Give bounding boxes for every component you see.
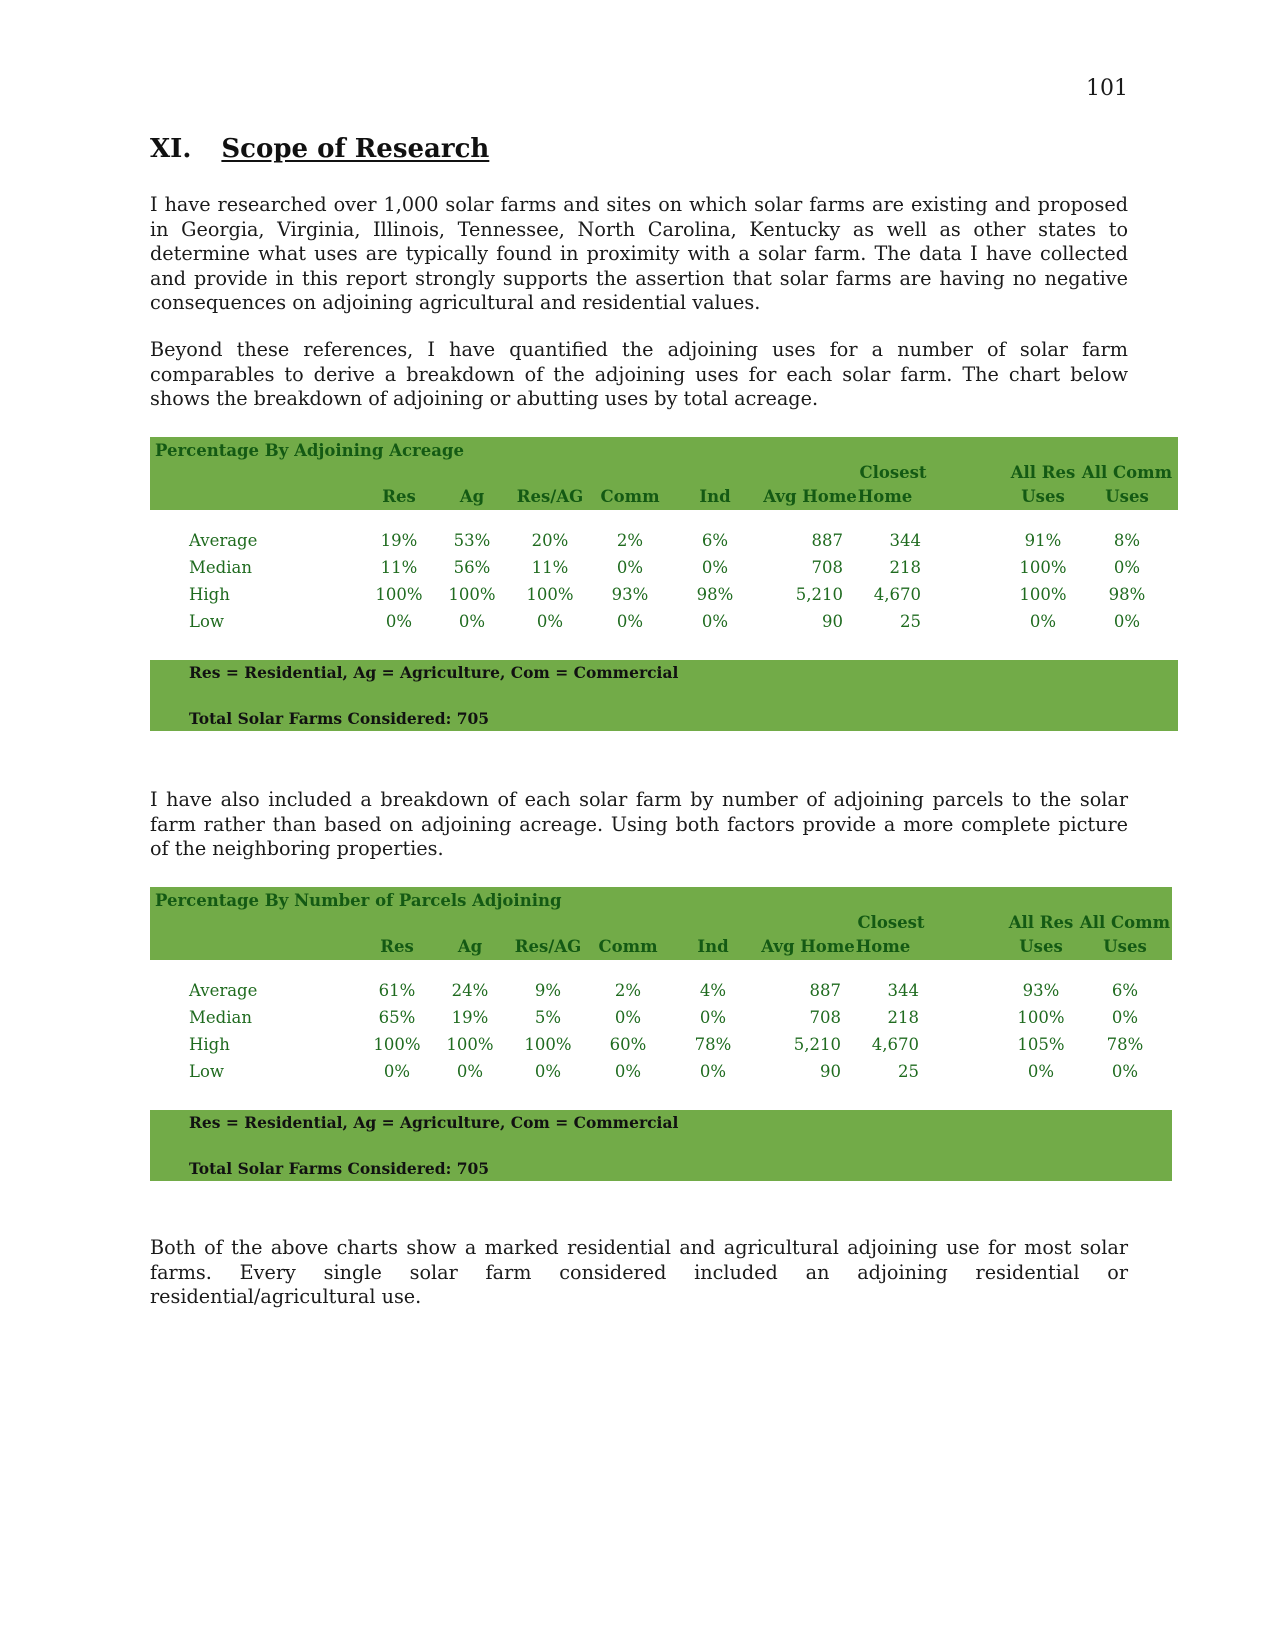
cell-allcomm: 78%: [1106, 1035, 1144, 1054]
parcels-table: [150, 887, 1172, 1181]
cell-allcomm: 0%: [1113, 558, 1141, 577]
cell-avghome: 90: [820, 1062, 841, 1081]
cell-closest: 4,670: [873, 585, 921, 604]
cell-closest: 25: [898, 1062, 919, 1081]
table-title: Percentage By Adjoining Acreage: [155, 441, 464, 460]
cell-res: 0%: [385, 612, 413, 631]
cell-closest: 4,670: [871, 1035, 919, 1054]
cell-res: 0%: [383, 1062, 411, 1081]
cell-ind: 0%: [699, 1008, 727, 1027]
cell-comm: 2%: [616, 531, 644, 550]
cell-resag: 100%: [524, 1035, 572, 1054]
cell-ind: 4%: [699, 981, 727, 1000]
table-footer: [150, 1110, 1172, 1181]
cell-allres: 93%: [1022, 981, 1060, 1000]
col-header-comm: Comm: [598, 937, 658, 956]
col-header-all-comm: All Comm: [1079, 913, 1171, 932]
cell-ind: 78%: [694, 1035, 732, 1054]
cell-res: 19%: [380, 531, 418, 550]
section-heading: [150, 134, 489, 164]
table-body: [150, 510, 1178, 660]
cell-res: 100%: [375, 585, 423, 604]
cell-comm: 0%: [616, 558, 644, 577]
cell-res: 100%: [373, 1035, 421, 1054]
table-footer: [150, 660, 1178, 731]
cell-ag: 56%: [453, 558, 491, 577]
cell-allres: 105%: [1017, 1035, 1065, 1054]
row-label-high: High: [189, 585, 230, 604]
acreage-table: [150, 437, 1178, 731]
cell-ag: 24%: [451, 981, 489, 1000]
col-header-ag: Ag: [457, 937, 483, 956]
cell-comm: 0%: [616, 612, 644, 631]
cell-ind: 0%: [701, 558, 729, 577]
cell-resag: 9%: [534, 981, 562, 1000]
cell-allres: 91%: [1024, 531, 1062, 550]
cell-allres: 100%: [1019, 585, 1067, 604]
cell-avghome: 708: [811, 558, 843, 577]
cell-avghome: 708: [809, 1008, 841, 1027]
col-header-all-res: All Res: [1008, 913, 1074, 932]
col-header-closest-home: Home: [855, 937, 911, 956]
cell-allres: 0%: [1029, 612, 1057, 631]
cell-allres: 0%: [1027, 1062, 1055, 1081]
cell-resag: 0%: [536, 612, 564, 631]
table-legend: Res = Residential, Ag = Agriculture, Com = Commercial: [189, 663, 679, 682]
cell-ag: 0%: [456, 1062, 484, 1081]
cell-closest: 25: [900, 612, 921, 631]
col-header-avg-home: Avg Home: [761, 937, 855, 956]
table-header: [150, 437, 1178, 510]
cell-comm: 0%: [614, 1062, 642, 1081]
cell-avghome: 887: [809, 981, 841, 1000]
cell-allcomm: 8%: [1113, 531, 1141, 550]
cell-ag: 53%: [453, 531, 491, 550]
row-label-low: Low: [189, 612, 225, 631]
col-header-res: Res: [382, 487, 416, 506]
col-header-avg-home: Avg Home: [763, 487, 857, 506]
cell-resag: 11%: [531, 558, 569, 577]
cell-allcomm: 6%: [1111, 981, 1139, 1000]
row-label-average: Average: [189, 531, 258, 550]
row-label-median: Median: [189, 558, 252, 577]
page-number: 101: [1086, 76, 1128, 101]
table-total: Total Solar Farms Considered: 705: [189, 1159, 490, 1178]
col-header-res-ag: Res/AG: [514, 937, 582, 956]
cell-comm: 60%: [609, 1035, 647, 1054]
cell-ind: 0%: [699, 1062, 727, 1081]
cell-closest: 344: [887, 981, 919, 1000]
col-header-closest: Closest: [859, 463, 927, 482]
cell-avghome: 887: [811, 531, 843, 550]
col-header-comm: Comm: [600, 487, 660, 506]
paragraph-adjoining-uses: Beyond these references, I have quantified the adjoining uses for a number of solar farm comparables to derive a breakdown of the adjoining uses for each solar farm. The chart below shows the breakdown of adjoining or abutting uses by total acreage.: [150, 338, 1128, 410]
cell-allcomm: 0%: [1113, 612, 1141, 631]
cell-avghome: 5,210: [793, 1035, 841, 1054]
cell-avghome: 90: [822, 612, 843, 631]
cell-ag: 0%: [458, 612, 486, 631]
col-header-all-res: All Res: [1010, 463, 1076, 482]
col-header-closest: Closest: [857, 913, 925, 932]
row-label-average: Average: [189, 981, 258, 1000]
cell-ag: 100%: [446, 1035, 494, 1054]
row-label-median: Median: [189, 1008, 252, 1027]
cell-closest: 218: [889, 558, 921, 577]
cell-avghome: 5,210: [795, 585, 843, 604]
col-header-ind: Ind: [699, 487, 731, 506]
cell-res: 65%: [378, 1008, 416, 1027]
cell-ind: 98%: [696, 585, 734, 604]
col-header-all-res-uses: Uses: [1021, 487, 1065, 506]
cell-closest: 218: [887, 1008, 919, 1027]
col-header-all-comm: All Comm: [1081, 463, 1173, 482]
cell-comm: 2%: [614, 981, 642, 1000]
table-legend: Res = Residential, Ag = Agriculture, Com = Commercial: [189, 1113, 679, 1132]
table-total: Total Solar Farms Considered: 705: [189, 709, 490, 728]
col-header-all-comm-uses: Uses: [1105, 487, 1149, 506]
table-header: [150, 887, 1172, 960]
cell-ag: 19%: [451, 1008, 489, 1027]
section-title: Scope of Research: [221, 134, 490, 164]
table-title: Percentage By Number of Parcels Adjoining: [155, 891, 562, 910]
col-header-all-res-uses: Uses: [1019, 937, 1063, 956]
col-header-res: Res: [380, 937, 414, 956]
col-header-ind: Ind: [697, 937, 729, 956]
row-label-low: Low: [189, 1062, 225, 1081]
cell-allcomm: 98%: [1108, 585, 1146, 604]
cell-resag: 5%: [534, 1008, 562, 1027]
cell-res: 61%: [378, 981, 416, 1000]
cell-ind: 6%: [701, 531, 729, 550]
cell-allres: 100%: [1017, 1008, 1065, 1027]
cell-closest: 344: [889, 531, 921, 550]
cell-ag: 100%: [448, 585, 496, 604]
col-header-closest-home: Home: [857, 487, 913, 506]
col-header-ag: Ag: [459, 487, 485, 506]
cell-res: 11%: [380, 558, 418, 577]
cell-comm: 93%: [611, 585, 649, 604]
paragraph-parcels: I have also included a breakdown of each solar farm by number of adjoining parcels to the solar farm rather than based on adjoining acreage. Using both factors provide a more complete picture of the neighboring properties.: [150, 788, 1128, 860]
col-header-res-ag: Res/AG: [516, 487, 584, 506]
table-body: [150, 960, 1172, 1110]
section-number: XI.: [150, 134, 192, 164]
cell-allcomm: 0%: [1111, 1062, 1139, 1081]
cell-resag: 20%: [531, 531, 569, 550]
cell-ind: 0%: [701, 612, 729, 631]
col-header-all-comm-uses: Uses: [1103, 937, 1147, 956]
cell-allres: 100%: [1019, 558, 1067, 577]
paragraph-conclusion: Both of the above charts show a marked residential and agricultural adjoining use for most solar farms. Every single solar farm considered included an adjoining residential or residential/agricultural use.: [150, 1236, 1128, 1308]
cell-resag: 100%: [526, 585, 574, 604]
cell-resag: 0%: [534, 1062, 562, 1081]
paragraph-intro: I have researched over 1,000 solar farms and sites on which solar farms are existing and proposed in Georgia, Virginia, Illinois, Tennessee, North Carolina, Kentucky as well as other states to determine what uses are typically found in proximity with a solar farm. The data I have collected and provide in this report strongly supports the assertion that solar farms are having no negative consequences on adjoining agricultural and residential values.: [150, 193, 1128, 314]
cell-comm: 0%: [614, 1008, 642, 1027]
row-label-high: High: [189, 1035, 230, 1054]
cell-allcomm: 0%: [1111, 1008, 1139, 1027]
